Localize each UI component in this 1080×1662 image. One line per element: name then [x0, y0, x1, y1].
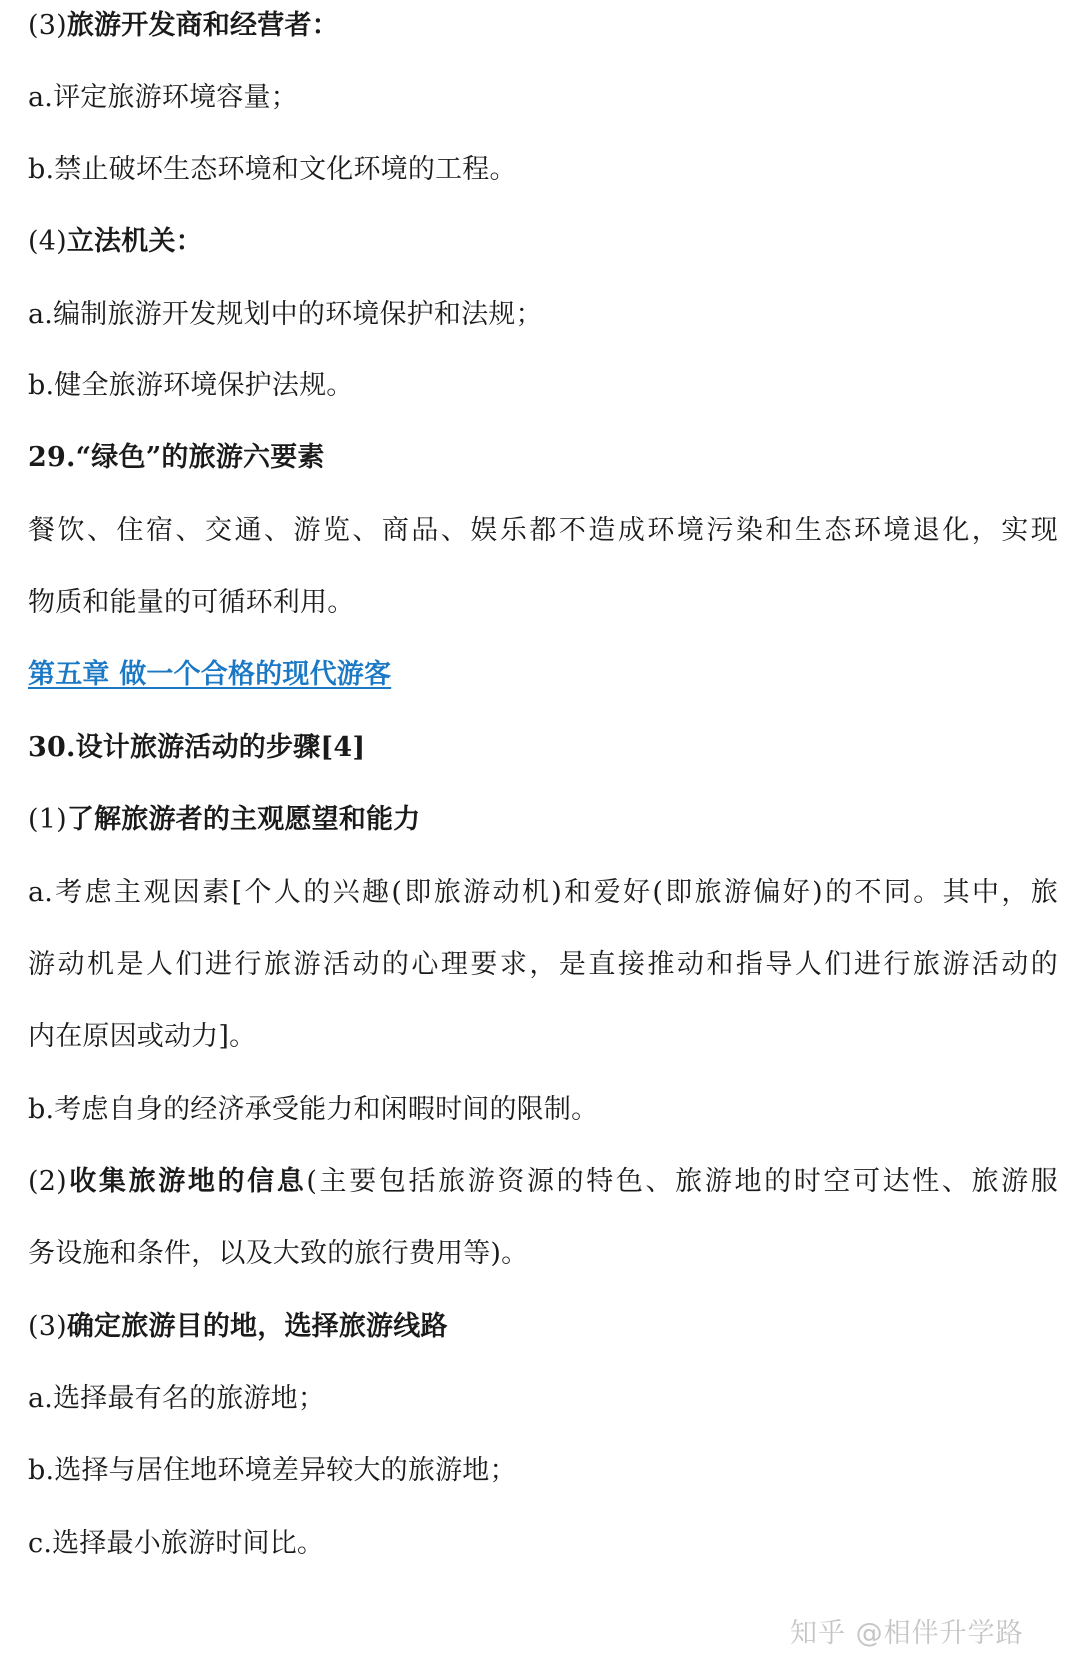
heading-text: 收集旅游地的信息 — [66, 1166, 307, 1197]
step-heading-1 — [28, 802, 1058, 838]
step-heading-3 — [28, 1309, 1058, 1345]
item-number: (2) — [28, 1166, 67, 1197]
zhihu-watermark: 知乎 @相伴升学路 — [790, 1618, 1024, 1649]
heading-text: 确定旅游目的地，选择旅游线路 — [66, 1311, 448, 1342]
section-heading-developers — [28, 8, 1058, 44]
list-item: c.选择最小旅游时间比。 — [28, 1528, 325, 1559]
paragraph-line: 餐饮、住宿、交通、游览、商品、娱乐都不造成环境污染和生态环境退化，实现 — [28, 515, 1058, 546]
paragraph-line: 内在原因或动力]。 — [28, 1021, 257, 1052]
list-item: a.编制旅游开发规划中的环境保护和法规； — [28, 299, 543, 330]
list-item: b.禁止破坏生态环境和文化环境的工程。 — [28, 154, 517, 185]
paragraph-line: 务设施和条件，以及大致的旅行费用等)。 — [28, 1238, 529, 1269]
chapter-heading — [28, 657, 1058, 693]
heading-text: 立法机关： — [66, 226, 203, 257]
step-heading-2 — [28, 1164, 1058, 1200]
heading-text: 了解旅游者的主观愿望和能力 — [66, 804, 421, 835]
item-number: (1) — [28, 804, 67, 835]
paragraph-line: a.考虑主观因素[个人的兴趣(即旅游动机)和爱好(即旅游偏好)的不同。其中，旅 — [28, 877, 1058, 908]
heading-text: 旅游开发商和经营者： — [66, 10, 339, 41]
paragraph-line: 游动机是人们进行旅游活动的心理要求，是直接推动和指导人们进行旅游活动的 — [28, 949, 1058, 980]
item-number: (3) — [28, 10, 67, 41]
step-description: (主要包括旅游资源的特色、旅游地的时空可达性、旅游服 — [306, 1166, 1059, 1197]
list-item: b.考虑自身的经济承受能力和闲暇时间的限制。 — [28, 1094, 599, 1125]
topic-heading-30: 30.设计旅游活动的步骤[4] — [28, 732, 366, 763]
item-number: (3) — [28, 1311, 67, 1342]
list-item: a.选择最有名的旅游地； — [28, 1383, 326, 1414]
topic-heading-29: 29.“绿色”的旅游六要素 — [28, 442, 325, 473]
section-heading-legislature — [28, 224, 1058, 260]
list-item: b.选择与居住地环境差异较大的旅游地； — [28, 1455, 517, 1486]
chapter-link[interactable]: 第五章 做一个合格的现代游客 — [28, 659, 392, 690]
item-number: (4) — [28, 226, 67, 257]
list-item: a.评定旅游环境容量； — [28, 82, 298, 113]
paragraph-line: 物质和能量的可循环利用。 — [28, 587, 355, 618]
list-item: b.健全旅游环境保护法规。 — [28, 370, 354, 401]
